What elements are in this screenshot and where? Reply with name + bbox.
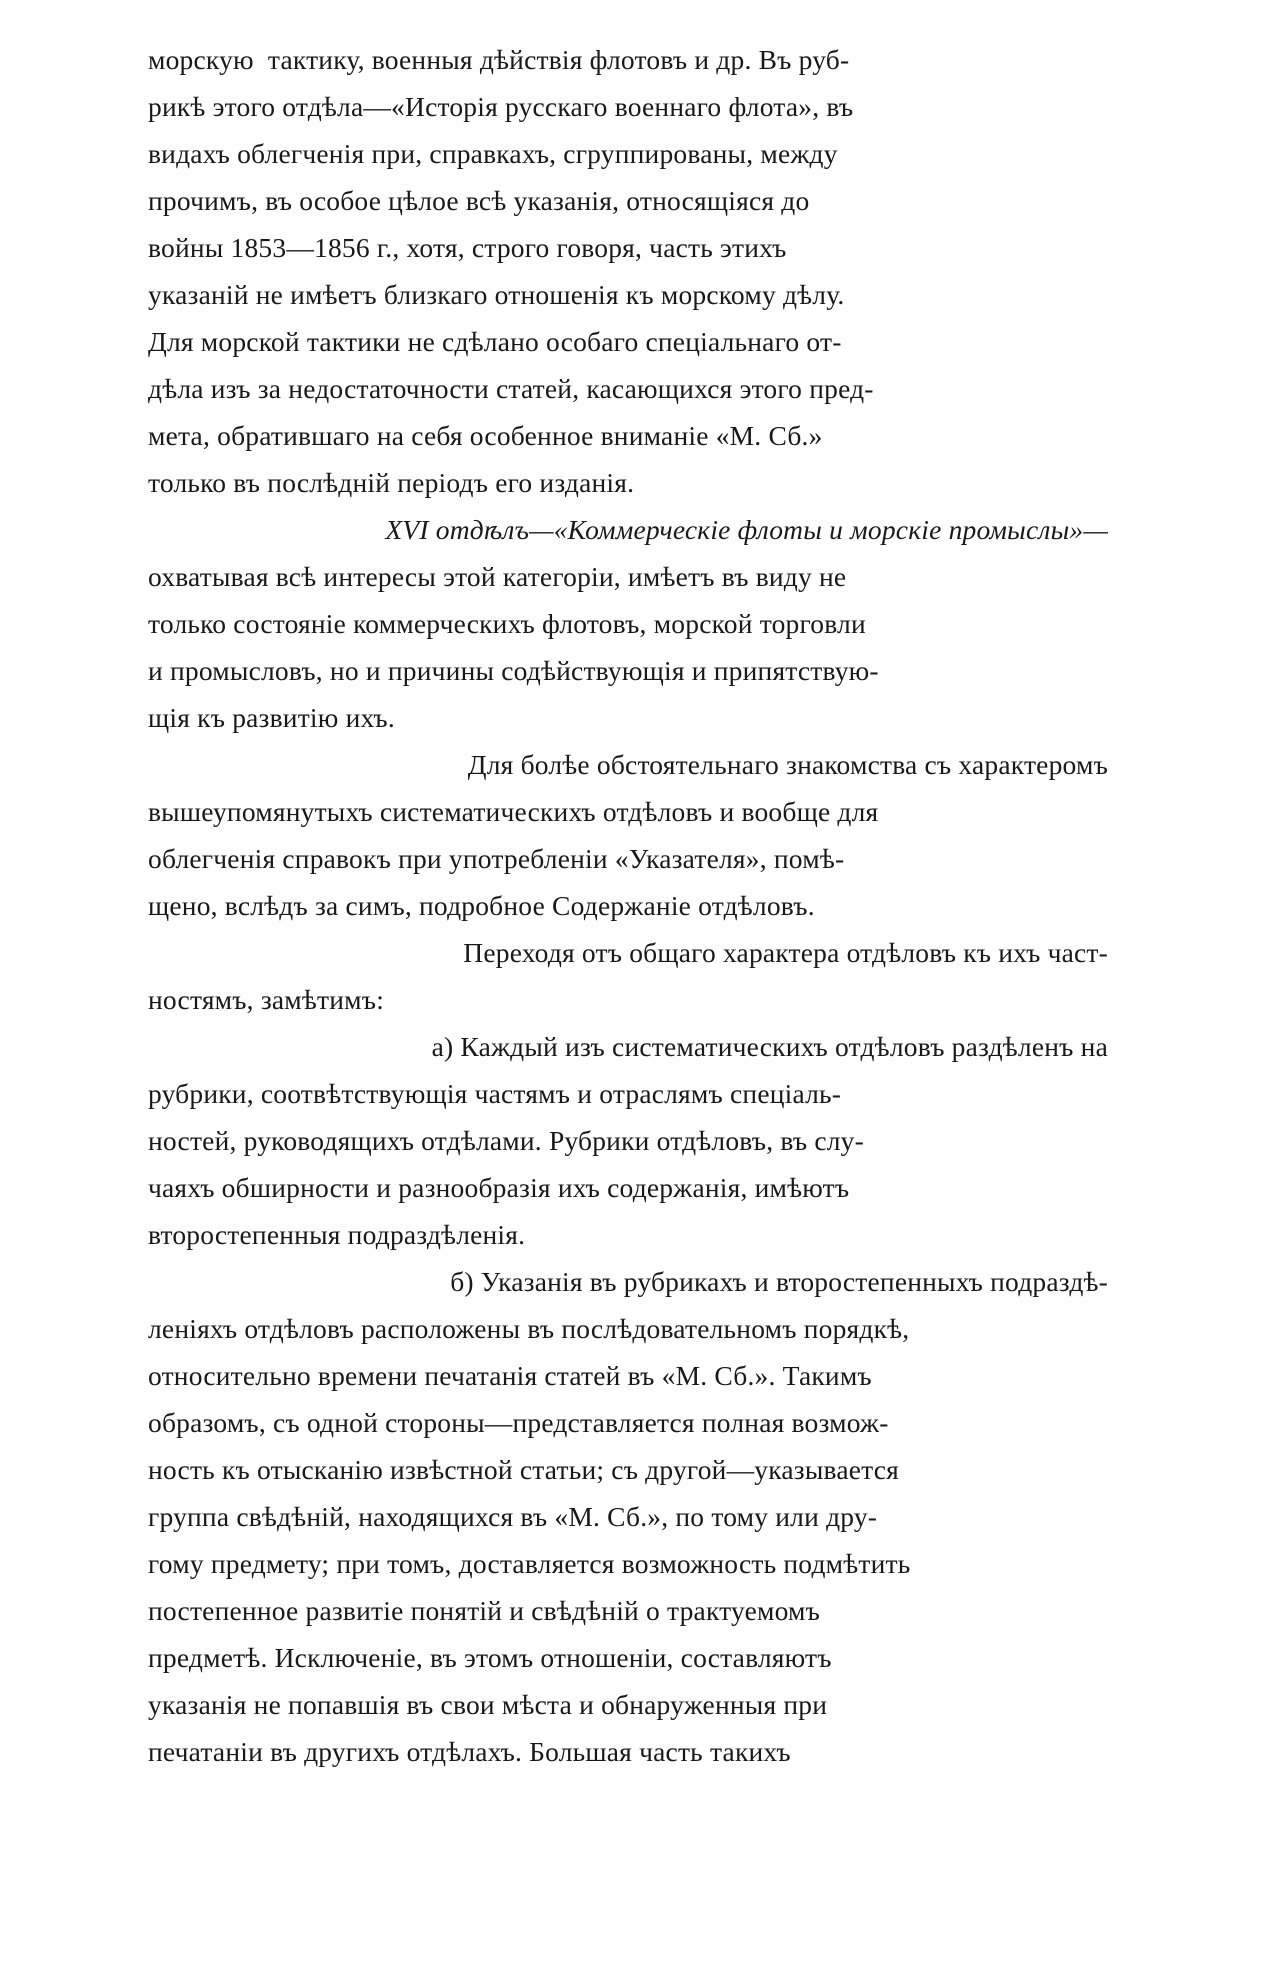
text-line: б) Указанія въ рубрикахъ и второстепенныхъ подраздѣ- — [148, 1258, 1108, 1305]
text-line: ностямъ, замѣтимъ: — [148, 984, 385, 1015]
text-line: а) Каждый изъ систематическихъ отдѣловъ раздѣленъ на — [148, 1023, 1108, 1070]
text-line: предметѣ. Исключеніе, въ этомъ отношеніи, составляютъ — [148, 1642, 832, 1673]
text-line: рикѣ этого отдѣла—«Исторія русскаго военнаго флота», въ — [148, 91, 854, 122]
text-line: видахъ облегченія при, справкахъ, сгруппированы, между — [148, 138, 838, 169]
text-line: Для болѣе обстоятельнаго знакомства съ характеромъ — [148, 741, 1108, 788]
text-line: прочимъ, въ особое цѣлое всѣ указанія, относящіяся до — [148, 185, 810, 216]
text-line: относительно времени печатанія статей въ «М. Сб.». Такимъ — [148, 1360, 872, 1391]
text-line: только въ послѣдній періодъ его изданія. — [148, 467, 635, 498]
text-line: щено, вслѣдъ за симъ, подробное Содержаніе отдѣловъ. — [148, 890, 815, 921]
text-line: указаній не имѣетъ близкаго отношенія къ морскому дѣлу. — [148, 279, 845, 310]
text-line: группа свѣдѣній, находящихся въ «М. Сб.», по тому или дру- — [148, 1501, 878, 1532]
text-line: щія къ развитію ихъ. — [148, 702, 395, 733]
paragraph-indent — [148, 1023, 200, 1070]
text-line: облегченія справокъ при употребленіи «Указателя», помѣ- — [148, 843, 845, 874]
text-line: Переходя отъ общаго характера отдѣловъ къ ихъ част- — [148, 929, 1108, 976]
text-line: ность къ отысканію извѣстной статьи; съ другой—указывается — [148, 1454, 899, 1485]
text-line: рубрики, соотвѣтствующія частямъ и отраслямъ спеціаль- — [148, 1078, 842, 1109]
text-line: охватывая всѣ интересы этой категоріи, имѣетъ въ виду не — [148, 561, 847, 592]
text-line: только состояніе коммерческихъ флотовъ, морской торговли — [148, 608, 866, 639]
text-line: войны 1853—1856 г., хотя, строго говоря, часть этихъ — [148, 232, 787, 263]
text-line: морскую тактику, военныя дѣйствія флотовъ и др. Въ руб- — [148, 44, 850, 75]
paragraph-indent — [148, 506, 200, 553]
paragraph-3 — [148, 741, 1108, 929]
text-line: леніяхъ отдѣловъ расположены въ послѣдовательномъ порядкѣ, — [148, 1313, 910, 1344]
paragraph-6 — [148, 1258, 1108, 1775]
text-line: ностей, руководящихъ отдѣлами. Рубрики отдѣловъ, въ слу- — [148, 1125, 864, 1156]
text-line: чаяхъ обширности и разнообразія ихъ содержанія, имѣютъ — [148, 1172, 850, 1203]
text-line: и промысловъ, но и причины содѣйствующія и припятствую- — [148, 655, 879, 686]
paragraph-indent — [148, 1258, 200, 1305]
text-line: постепенное развитіе понятій и свѣдѣній о трактуемомъ — [148, 1595, 821, 1626]
text-line: печатаніи въ другихъ отдѣлахъ. Большая часть такихъ — [148, 1736, 791, 1767]
text-line: гому предмету; при томъ, доставляется возможность подмѣтить — [148, 1548, 911, 1579]
text-line: дѣла изъ за недостаточности статей, касающихся этого пред- — [148, 373, 874, 404]
text-line: второстепенныя подраздѣленія. — [148, 1219, 526, 1250]
text-column — [148, 36, 1108, 1775]
text-line: XVI отдѣлъ—«Коммерческіе флоты и морскіе промыслы»— — [148, 506, 1108, 553]
text-line: образомъ, съ одной стороны—представляется полная возмож- — [148, 1407, 889, 1438]
paragraph-indent — [148, 741, 200, 788]
paragraph-2 — [148, 506, 1108, 741]
paragraph-indent — [148, 929, 200, 976]
text-line: вышеупомянутыхъ систематическихъ отдѣловъ и вообще для — [148, 796, 879, 827]
text-line: Для морской тактики не сдѣлано особаго спеціальнаго от- — [148, 326, 842, 357]
text-line: мета, обратившаго на себя особенное вниманіе «М. Сб.» — [148, 420, 823, 451]
paragraph-4 — [148, 929, 1108, 1023]
paragraph-1 — [148, 36, 1108, 506]
paragraph-5 — [148, 1023, 1108, 1258]
text-line: указанія не попавшія въ свои мѣста и обнаруженныя при — [148, 1689, 828, 1720]
